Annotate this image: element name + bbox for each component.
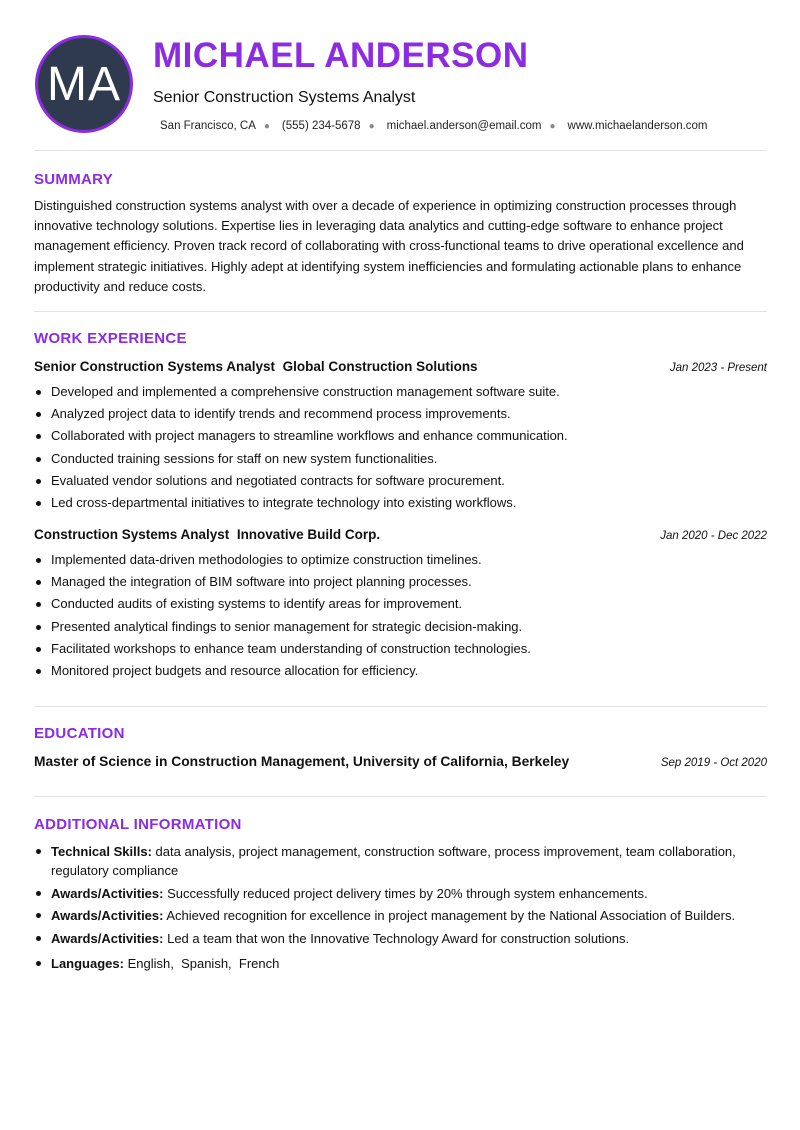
item-label: Awards/Activities: — [51, 908, 164, 923]
list-item — [34, 954, 769, 973]
item-label: Technical Skills: — [51, 844, 152, 859]
item-text: English, Spanish, French — [127, 955, 280, 971]
job-bullets — [34, 549, 774, 682]
job-company: Innovative Build Corp. — [236, 527, 381, 542]
contact-website[interactable]: www.michaelanderson.com — [567, 120, 708, 132]
item-label: Languages: — [51, 955, 124, 971]
work-experience-heading: WORK EXPERIENCE — [34, 330, 187, 347]
divider — [34, 150, 767, 151]
summary-heading: SUMMARY — [34, 171, 114, 188]
job-dates: Jan 2023 - Present — [669, 362, 767, 374]
job-role: Senior Construction Systems Analyst — [34, 359, 276, 374]
list-item: Led cross-departmental initiatives to integrate technology into existing workflows. — [34, 492, 774, 514]
contact-bar — [160, 120, 708, 132]
education-degree: Master of Science in Construction Management, University of California, Berkeley — [34, 754, 570, 769]
separator-dot-icon: ● — [549, 120, 556, 132]
candidate-name: MICHAEL ANDERSON — [153, 36, 529, 75]
candidate-title: Senior Construction Systems Analyst — [153, 89, 416, 106]
list-item — [34, 842, 769, 880]
item-label: Awards/Activities: — [51, 930, 164, 946]
education-heading: EDUCATION — [34, 725, 125, 742]
avatar — [35, 35, 133, 133]
job-role: Construction Systems Analyst — [34, 527, 230, 542]
item-text: Led a team that won the Innovative Technology Award for construction solutions. — [167, 930, 630, 946]
job-header — [34, 359, 767, 374]
item-text: Successfully reduced project delivery times by 20% through system enhancements. — [167, 885, 648, 901]
list-item: Evaluated vendor solutions and negotiated contracts for software procurement. — [34, 470, 774, 492]
divider — [34, 796, 767, 797]
separator-dot-icon: ● — [368, 120, 375, 132]
job-bullets — [34, 381, 774, 514]
additional-info-heading: ADDITIONAL INFORMATION — [34, 816, 242, 833]
list-item: Facilitated workshops to enhance team understanding of construction technologies. — [34, 638, 774, 660]
list-item: Implemented data-driven methodologies to optimize construction timelines. — [34, 549, 774, 571]
separator-dot-icon: ● — [263, 120, 270, 132]
job-role-company — [34, 527, 380, 542]
list-item: Conducted audits of existing systems to identify areas for improvement. — [34, 593, 774, 615]
item-label: Awards/Activities: — [51, 885, 164, 901]
contact-email[interactable]: michael.anderson@email.com — [386, 120, 542, 132]
list-item — [34, 929, 769, 948]
education-dates: Sep 2019 - Oct 2020 — [660, 757, 767, 769]
contact-location: San Francisco, CA — [160, 120, 256, 132]
list-item: Monitored project budgets and resource allocation for efficiency. — [34, 660, 774, 682]
list-item — [34, 906, 769, 925]
list-item — [34, 884, 769, 903]
divider — [34, 706, 767, 707]
list-item: Collaborated with project managers to streamline workflows and enhance communication. — [34, 425, 774, 447]
list-item: Conducted training sessions for staff on new system functionalities. — [34, 448, 774, 470]
list-item: Presented analytical findings to senior management for strategic decision-making. — [34, 616, 774, 638]
job-dates: Jan 2020 - Dec 2022 — [660, 530, 767, 542]
item-text: data analysis, project management, construction software, process improvement, team collaboration, regulatory compliance — [51, 844, 736, 878]
summary-text: Distinguished construction systems analyst with over a decade of experience in optimizing construction processes through innovative technology solutions. Expertise lies in leveraging data analytics and cutting-edge software to enhance project management efficiency. Proven track record of collaborating with cross-functional teams to drive operational excellence and implement strategic initiatives. Highly adept at identifying system inefficiencies and formulating actionable plans to enhance productivity and reduce costs. — [34, 198, 744, 294]
divider — [34, 311, 767, 312]
contact-phone: (555) 234-5678 — [281, 120, 361, 132]
list-item: Managed the integration of BIM software into project planning processes. — [34, 571, 774, 593]
job-header — [34, 527, 767, 542]
list-item: Developed and implemented a comprehensive construction management software suite. — [34, 381, 774, 403]
additional-info-list — [34, 842, 769, 976]
job-role-company — [34, 359, 478, 374]
list-item: Analyzed project data to identify trends and recommend process improvements. — [34, 403, 774, 425]
job-company: Global Construction Solutions — [282, 359, 478, 374]
education-entry — [34, 754, 767, 769]
avatar-initials: MA — [47, 57, 121, 111]
item-text: Achieved recognition for excellence in project management by the National Association of Builders. — [166, 908, 736, 923]
